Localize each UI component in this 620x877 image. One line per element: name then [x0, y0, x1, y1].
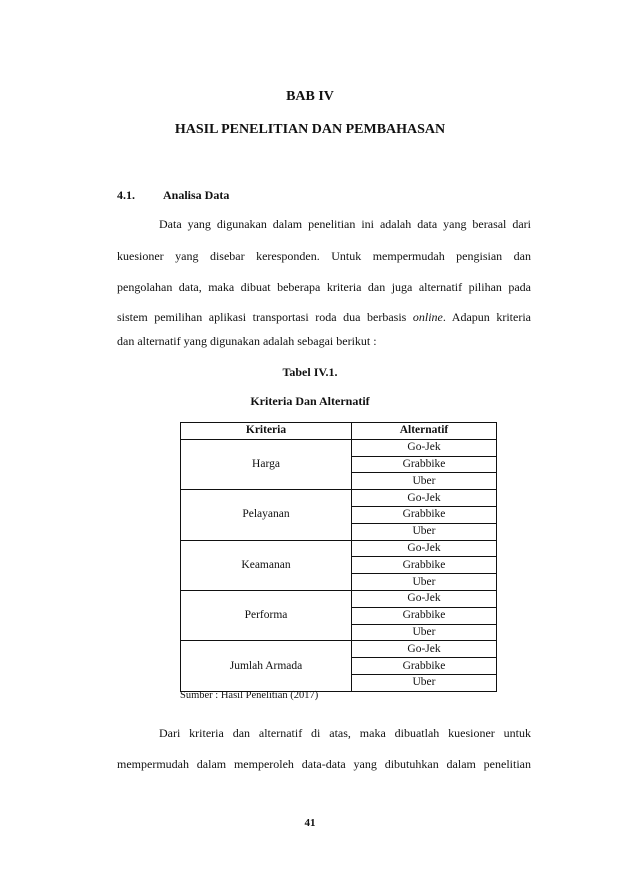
chapter-title: HASIL PENELITIAN DAN PEMBAHASAN	[174, 122, 446, 137]
table-row	[181, 439, 497, 456]
section-number: 4.1.	[117, 188, 135, 202]
alternatif-cell: Go-Jek	[352, 439, 497, 456]
paragraph-line: dan alternatif yang digunakan adalah sebagai berikut :	[117, 334, 377, 348]
paragraph-line: mempermudah dalam memperoleh data-data yang dibutuhkan dalam penelitian	[117, 757, 531, 771]
paragraph-line: pengolahan data, maka dibuat beberapa kriteria dan juga alternatif pilihan pada	[117, 280, 531, 294]
kriteria-cell: Jumlah Armada	[181, 641, 352, 691]
page-number: 41	[304, 817, 316, 829]
alternatif-cell: Grabbike	[352, 607, 497, 624]
paragraph-line: Data yang digunakan dalam penelitian ini adalah data yang berasal dari	[159, 217, 531, 231]
paragraph-line	[117, 310, 531, 325]
alternatif-cell: Go-Jek	[352, 490, 497, 507]
alternatif-cell: Uber	[352, 674, 497, 691]
alternatif-cell: Grabbike	[352, 658, 497, 675]
alternatif-cell: Uber	[352, 624, 497, 641]
paragraph-line: Dari kriteria dan alternatif di atas, maka dibuatlah kuesioner untuk	[159, 726, 531, 740]
header-alternatif: Alternatif	[352, 423, 497, 440]
alternatif-cell: Go-Jek	[352, 590, 497, 607]
alternatif-cell: Grabbike	[352, 557, 497, 574]
table-row	[181, 641, 497, 658]
table-source: Sumber : Hasil Penelitian (2017)	[180, 690, 319, 701]
alternatif-cell: Grabbike	[352, 506, 497, 523]
section-title: Analisa Data	[163, 188, 230, 202]
table-row	[181, 540, 497, 557]
alternatif-cell: Go-Jek	[352, 540, 497, 557]
table-header-row	[181, 423, 497, 440]
paragraph-text: sistem pemilihan aplikasi transportasi roda dua berbasis	[117, 310, 413, 324]
kriteria-cell: Harga	[181, 439, 352, 489]
alternatif-cell: Go-Jek	[352, 641, 497, 658]
paragraph-text: . Adapun kriteria	[442, 310, 531, 324]
criteria-table	[180, 422, 497, 692]
alternatif-cell: Uber	[352, 523, 497, 540]
paragraph-line: kuesioner yang disebar keresponden. Untuk mempermudah pengisian dan	[117, 249, 531, 263]
alternatif-cell: Uber	[352, 574, 497, 591]
table-caption-title: Kriteria Dan Alternatif	[250, 394, 370, 408]
table-row	[181, 490, 497, 507]
kriteria-cell: Performa	[181, 590, 352, 640]
alternatif-cell: Grabbike	[352, 456, 497, 473]
italic-term: online	[412, 310, 443, 324]
kriteria-cell: Pelayanan	[181, 490, 352, 540]
table-row	[181, 590, 497, 607]
header-kriteria: Kriteria	[181, 423, 352, 440]
kriteria-cell: Keamanan	[181, 540, 352, 590]
chapter-number: BAB IV	[286, 89, 334, 104]
table-caption-number: Tabel IV.1.	[282, 365, 338, 379]
alternatif-cell: Uber	[352, 473, 497, 490]
